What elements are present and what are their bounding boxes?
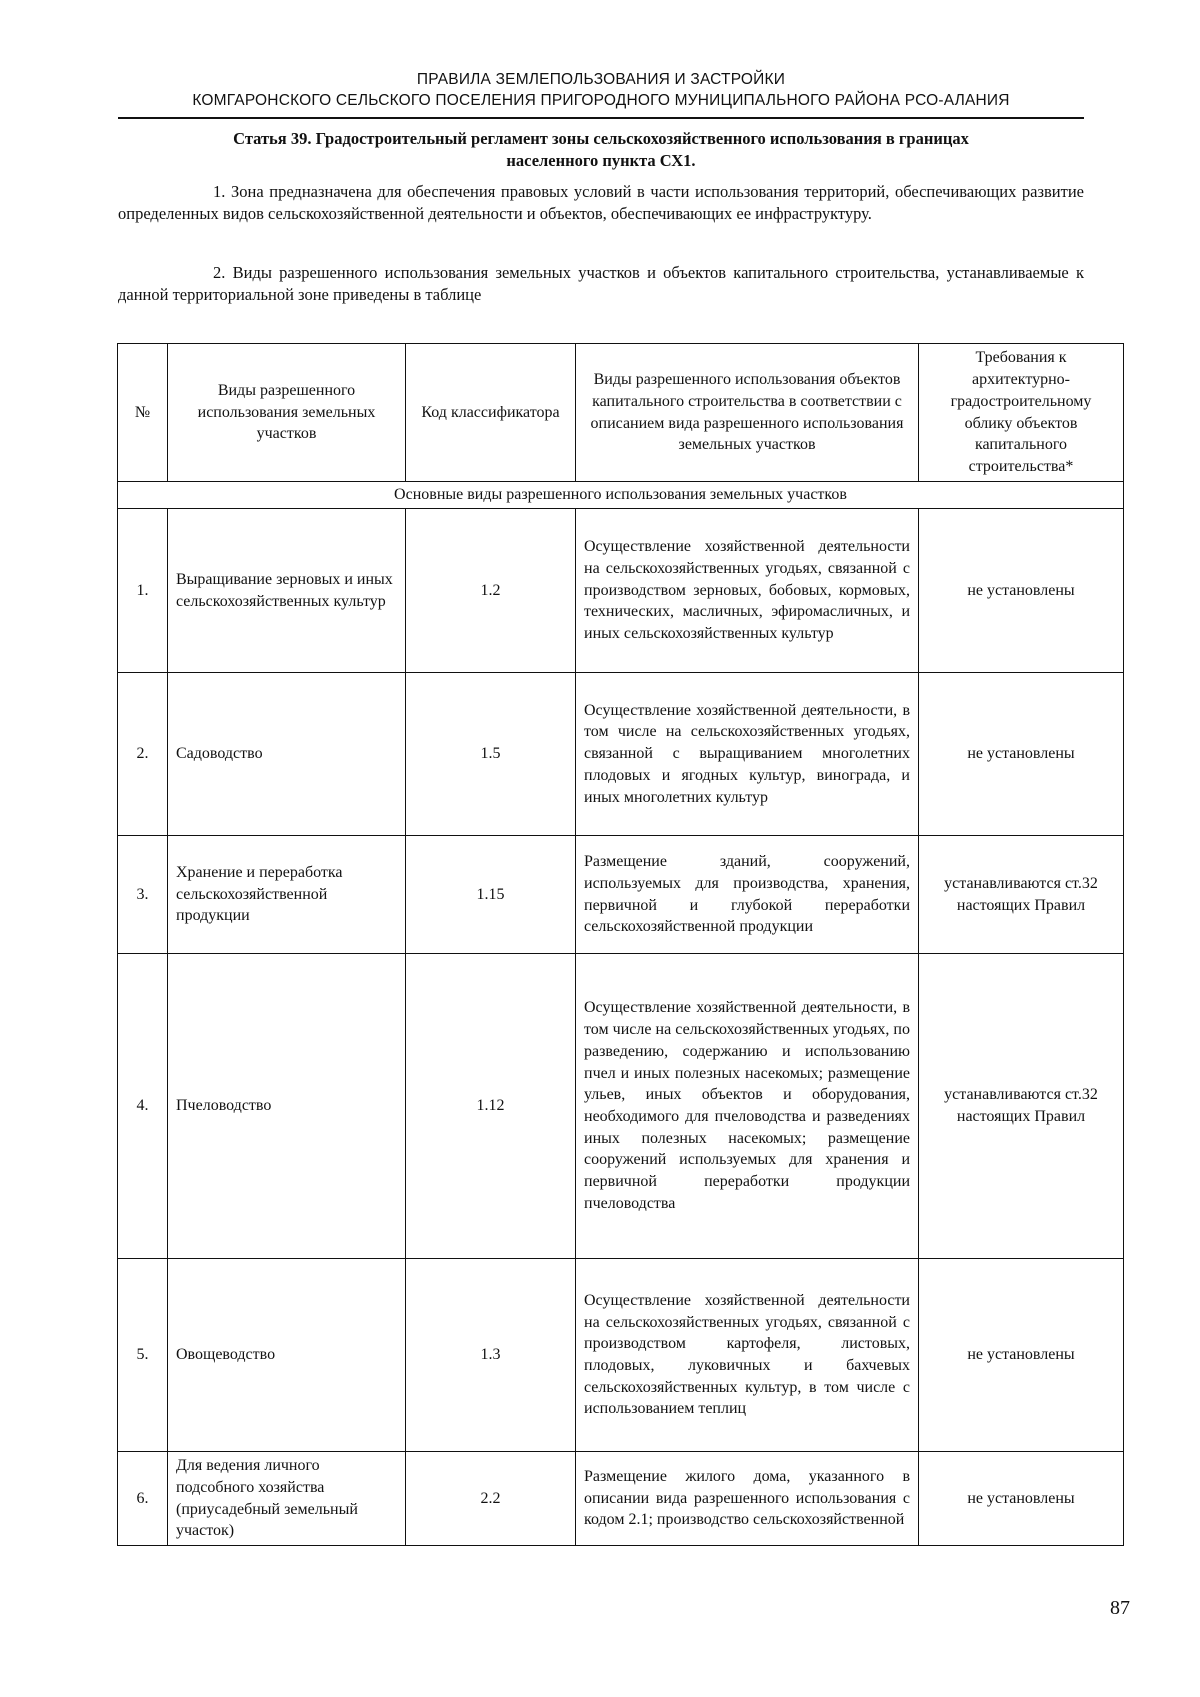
- row-requirements: не установлены: [919, 1259, 1124, 1452]
- article-title-line1: Статья 39. Градостроительный регламент зоны сельскохозяйственного использования в границах: [233, 129, 969, 148]
- row-num: 4.: [118, 954, 168, 1259]
- header-code: Код классификатора: [406, 344, 576, 482]
- table-row: [118, 673, 1124, 836]
- header-capital-use: Виды разрешенного использования объектов капитального строительства в соответствии с описанием вида разрешенного использования земельных участков: [576, 344, 919, 482]
- header-land-use: Виды разрешенного использования земельных участков: [168, 344, 406, 482]
- row-code: 2.2: [406, 1452, 576, 1546]
- section-title: Основные виды разрешенного использования земельных участков: [118, 482, 1124, 509]
- header-requirements: Требования к архитектурно-градостроительному облику объектов капитального строительства*: [919, 344, 1124, 482]
- row-code: 1.12: [406, 954, 576, 1259]
- row-requirements: устанавливаются ст.32 настоящих Правил: [919, 954, 1124, 1259]
- running-header-line2: КОМГАРОНСКОГО СЕЛЬСКОГО ПОСЕЛЕНИЯ ПРИГОРОДНОГО МУНИЦИПАЛЬНОГО РАЙОНА РСО-АЛАНИЯ: [192, 92, 1010, 109]
- page-number: 87: [1110, 1597, 1130, 1619]
- row-requirements: устанавливаются ст.32 настоящих Правил: [919, 836, 1124, 954]
- section-row: [118, 482, 1124, 509]
- running-header: [118, 69, 1084, 111]
- table-row: [118, 1452, 1124, 1546]
- article-title-line2: населенного пункта СХ1.: [506, 151, 696, 170]
- header-rule: [118, 117, 1084, 119]
- row-num: 3.: [118, 836, 168, 954]
- row-description: Осуществление хозяйственной деятельности на сельскохозяйственных угодьях, связанной с производством картофеля, листовых, плодовых, луковичных и бахчевых сельскохозяйственных культур, в том числе с использованием теплиц: [576, 1259, 919, 1452]
- row-code: 1.3: [406, 1259, 576, 1452]
- table-row: [118, 509, 1124, 673]
- paragraph-1: 1. Зона предназначена для обеспечения правовых условий в части использования территорий, обеспечивающих развитие определенных видов сельскохозяйственной деятельности и объектов, обеспечивающих ее инфраструктуру.: [118, 182, 1084, 223]
- row-num: 2.: [118, 673, 168, 836]
- paragraph-2: 2. Виды разрешенного использования земельных участков и объектов капитального строительства, устанавливаемые к данной территориальной зоне приведены в таблице: [118, 263, 1084, 304]
- row-land-use: Пчеловодство: [168, 954, 406, 1259]
- row-land-use: Садоводство: [168, 673, 406, 836]
- regulation-table: [117, 343, 1124, 1546]
- article-title: [118, 128, 1084, 172]
- row-num: 5.: [118, 1259, 168, 1452]
- row-description: Размещение зданий, сооружений, используемых для производства, хранения, первичной и глубокой переработки сельскохозяйственной продукции: [576, 836, 919, 954]
- running-header-line1: ПРАВИЛА ЗЕМЛЕПОЛЬЗОВАНИЯ И ЗАСТРОЙКИ: [416, 71, 786, 88]
- table-row: [118, 836, 1124, 954]
- header-num: №: [118, 344, 168, 482]
- row-code: 1.15: [406, 836, 576, 954]
- row-num: 6.: [118, 1452, 168, 1546]
- row-description: Осуществление хозяйственной деятельности на сельскохозяйственных угодьях, связанной с производством зерновых, бобовых, кормовых, технических, масличных, эфиромасличных, и иных сельскохозяйственных культур: [576, 509, 919, 673]
- row-land-use: Хранение и переработка сельскохозяйственной продукции: [168, 836, 406, 954]
- row-requirements: не установлены: [919, 509, 1124, 673]
- row-description: Размещение жилого дома, указанного в описании вида разрешенного использования с кодом 2.1; производство сельскохозяйственной: [576, 1452, 919, 1546]
- row-description: Осуществление хозяйственной деятельности, в том числе на сельскохозяйственных угодьях, по разведению, содержанию и использованию пчел и иных полезных насекомых; размещение ульев, иных объектов и оборудования, необходимого для пчеловодства и разведениях иных полезных насекомых; размещение сооружений используемых для хранения и первичной переработки продукции пчеловодства: [576, 954, 919, 1259]
- row-code: 1.2: [406, 509, 576, 673]
- row-land-use: Овощеводство: [168, 1259, 406, 1452]
- row-description: Осуществление хозяйственной деятельности, в том числе на сельскохозяйственных угодьях, связанной с выращиванием многолетних плодовых и ягодных культур, винограда, и иных многолетних культур: [576, 673, 919, 836]
- row-requirements: не установлены: [919, 1452, 1124, 1546]
- row-land-use: Выращивание зерновых и иных сельскохозяйственных культур: [168, 509, 406, 673]
- row-land-use: Для ведения личного подсобного хозяйства (приусадебный земельный участок): [168, 1452, 406, 1546]
- table-header-row: [118, 344, 1124, 482]
- table-row: [118, 954, 1124, 1259]
- row-code: 1.5: [406, 673, 576, 836]
- table-row: [118, 1259, 1124, 1452]
- row-num: 1.: [118, 509, 168, 673]
- row-requirements: не установлены: [919, 673, 1124, 836]
